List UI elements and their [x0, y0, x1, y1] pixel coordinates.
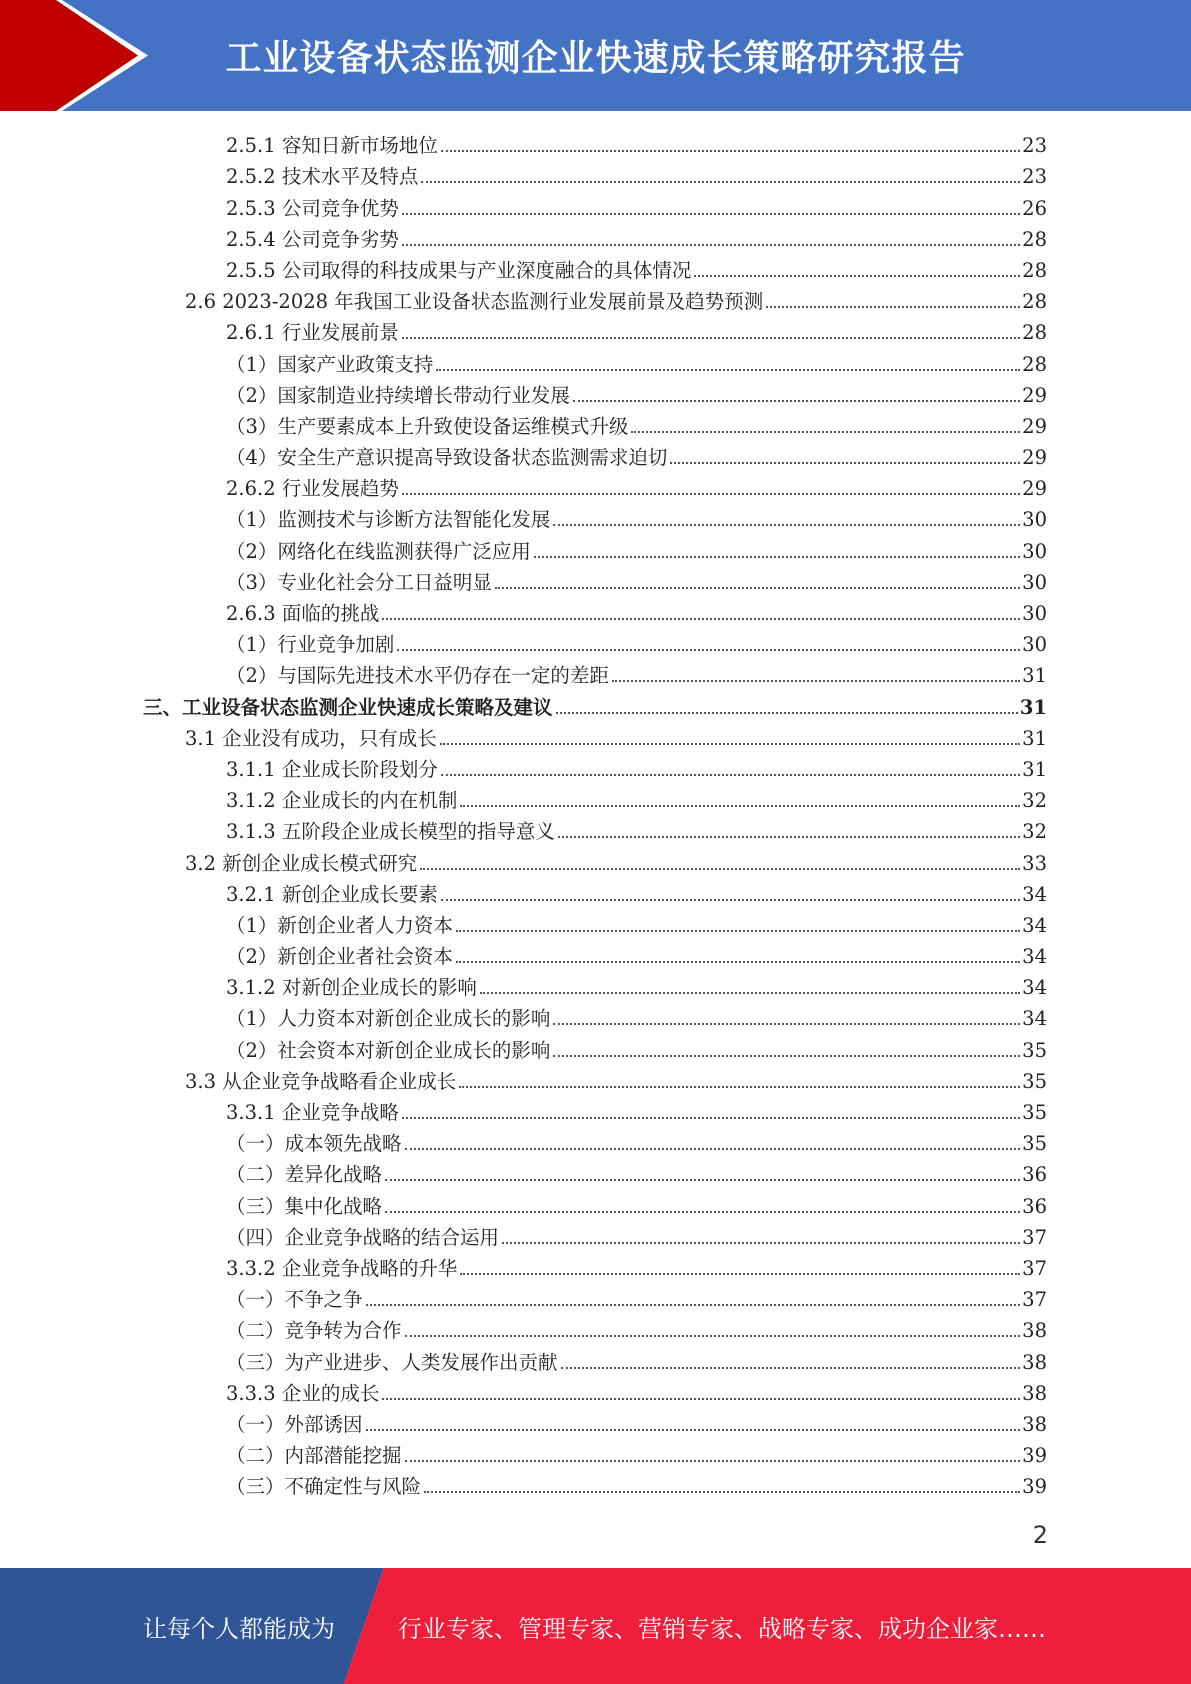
page-number: 2	[1032, 1521, 1048, 1549]
toc-entry[interactable]	[0, 1031, 1191, 1062]
toc-entry[interactable]	[0, 1219, 1191, 1250]
toc-entry-page: 36	[1022, 1194, 1047, 1218]
toc-entry[interactable]	[0, 1343, 1191, 1374]
toc-entry-title: 2.5.4 公司竞争劣势	[226, 227, 399, 251]
toc-entry-page: 35	[1022, 1101, 1047, 1124]
toc-entry-page: 35	[1022, 1132, 1047, 1156]
toc-dot-leader	[495, 587, 1020, 589]
toc-entry[interactable]	[0, 657, 1191, 688]
toc-entry-page: 38	[1022, 1412, 1047, 1436]
page-header	[0, 0, 1191, 111]
toc-entry-title: （1）行业竞争加剧	[226, 633, 395, 657]
toc-entry-page: 30	[1022, 633, 1047, 657]
toc-entry-page: 28	[1022, 290, 1047, 314]
toc-entry[interactable]	[0, 564, 1191, 595]
toc-dot-leader	[366, 1304, 1021, 1306]
toc-entry-title: （一）外部诱因	[226, 1412, 363, 1436]
toc-dot-leader	[456, 930, 1020, 932]
toc-entry-title: 3.2.1 新创企业成长要素	[226, 882, 438, 906]
toc-entry-title: （1）人力资本对新创企业成长的影响	[226, 1007, 551, 1031]
toc-entry-title: （1）新创企业者人力资本	[226, 913, 453, 937]
toc-dot-leader	[420, 868, 1020, 870]
toc-entry-title: 2.5.3 公司竞争优势	[226, 196, 399, 220]
toc-entry[interactable]	[0, 876, 1191, 907]
toc-entry-title: （3）专业化社会分工日益明显	[226, 570, 492, 594]
toc-entry[interactable]	[0, 720, 1191, 751]
toc-entry-title: （三）为产业进步、人类发展作出贡献	[226, 1350, 558, 1374]
toc-entry[interactable]	[0, 844, 1191, 875]
toc-dot-leader	[405, 1148, 1021, 1150]
toc-entry[interactable]	[0, 1094, 1191, 1125]
toc-entry-page: 29	[1022, 414, 1047, 438]
toc-entry[interactable]	[0, 1406, 1191, 1437]
toc-entry-page: 36	[1022, 1163, 1047, 1187]
toc-entry[interactable]	[0, 688, 1191, 719]
toc-dot-leader	[402, 213, 1020, 215]
toc-entry-page: 37	[1022, 1288, 1047, 1312]
toc-entry-page: 23	[1022, 134, 1047, 158]
toc-entry[interactable]	[0, 345, 1191, 376]
toc-dot-leader	[441, 899, 1020, 901]
toc-dot-leader	[573, 400, 1020, 402]
toc-entry[interactable]	[0, 1250, 1191, 1281]
toc-entry-page: 30	[1022, 539, 1047, 563]
toc-entry-page: 34	[1022, 976, 1047, 1000]
toc-entry-title: 3.1.2 对新创企业成长的影响	[226, 976, 477, 1000]
toc-dot-leader	[553, 1023, 1020, 1025]
toc-entry-page: 29	[1022, 446, 1047, 470]
toc-dot-leader	[534, 556, 1020, 558]
toc-entry[interactable]	[0, 252, 1191, 283]
toc-dot-leader	[553, 1055, 1020, 1057]
toc-entry[interactable]	[0, 595, 1191, 626]
toc-dot-leader	[480, 992, 1020, 994]
toc-dot-leader	[385, 1179, 1020, 1181]
toc-entry[interactable]	[0, 938, 1191, 969]
toc-entry-page: 32	[1022, 789, 1047, 813]
toc-entry-title: （一）成本领先战略	[226, 1132, 402, 1156]
toc-dot-leader	[405, 1335, 1021, 1337]
toc-dot-leader	[421, 181, 1020, 183]
toc-entry[interactable]	[0, 189, 1191, 220]
toc-entry-title: （3）生产要素成本上升致使设备运维模式升级	[226, 414, 629, 438]
toc-entry-title: 3.1 企业没有成功，只有成长	[185, 726, 437, 750]
toc-entry-title: （2）网络化在线监测获得广泛应用	[226, 539, 531, 563]
toc-entry-page: 31	[1022, 757, 1047, 781]
toc-dot-leader	[402, 493, 1020, 495]
toc-entry-title: （2）与国际先进技术水平仍存在一定的差距	[226, 664, 609, 688]
toc-entry-title: 3.3 从企业竞争战略看企业成长	[185, 1069, 457, 1093]
toc-entry-title: 3.1.3 五阶段企业成长模型的指导意义	[226, 820, 555, 844]
toc-dot-leader	[460, 805, 1020, 807]
toc-entry-page: 28	[1022, 258, 1047, 282]
toc-entry-title: （二）差异化战略	[226, 1163, 383, 1187]
toc-entry-page: 39	[1022, 1444, 1047, 1468]
toc-dot-leader	[385, 1211, 1020, 1213]
toc-entry-page: 35	[1022, 1038, 1047, 1062]
toc-entry-title: 2.5.5 公司取得的科技成果与产业深度融合的具体情况	[226, 258, 692, 282]
toc-dot-leader	[397, 649, 1020, 651]
toc-entry-title: 3.1.1 企业成长阶段划分	[226, 757, 438, 781]
toc-entry[interactable]	[0, 907, 1191, 938]
toc-entry-page: 33	[1022, 851, 1047, 875]
toc-entry-title: 3.1.2 企业成长的内在机制	[226, 789, 458, 813]
toc-entry[interactable]	[0, 221, 1191, 252]
toc-entry-title: （二）竞争转为合作	[226, 1319, 402, 1343]
toc-entry-title: 3.3.3 企业的成长	[226, 1381, 380, 1405]
toc-entry[interactable]	[0, 751, 1191, 782]
toc-entry-title: 三、工业设备状态监测企业快速成长策略及建议	[143, 695, 553, 719]
toc-entry-title: 3.2 新创企业成长模式研究	[185, 851, 418, 875]
toc-dot-leader	[502, 1242, 1020, 1244]
toc-entry[interactable]	[0, 501, 1191, 532]
toc-entry-page: 29	[1022, 383, 1047, 407]
toc-entry-title: （2）国家制造业持续增长带动行业发展	[226, 383, 570, 407]
toc-dot-leader	[556, 712, 1018, 714]
toc-entry-title: 2.6 2023-2028 年我国工业设备状态监测行业发展前景及趋势预测	[185, 290, 764, 314]
toc-entry-page: 30	[1022, 508, 1047, 532]
toc-entry-page: 31	[1022, 726, 1047, 750]
toc-entry[interactable]	[0, 1000, 1191, 1031]
toc-entry[interactable]	[0, 782, 1191, 813]
toc-entry-title: 2.6.3 面临的挑战	[226, 602, 380, 625]
toc-entry-page: 38	[1022, 1381, 1047, 1405]
toc-entry[interactable]	[0, 158, 1191, 189]
toc-entry-title: （1）国家产业政策支持	[226, 352, 434, 376]
toc-dot-leader	[441, 150, 1020, 152]
toc-entry[interactable]	[0, 1125, 1191, 1156]
toc-entry[interactable]	[0, 532, 1191, 563]
toc-dot-leader	[402, 1117, 1020, 1119]
toc-entry-page: 34	[1022, 1007, 1047, 1031]
toc-entry-title: （二）内部潜能挖掘	[226, 1444, 402, 1468]
footer-slogan-right: 行业专家、管理专家、营销专家、战略专家、成功企业家……	[398, 1614, 1046, 1643]
toc-entry-page: 34	[1022, 913, 1047, 937]
toc-dot-leader	[561, 1367, 1021, 1369]
toc-entry-title: 2.6.2 行业发展趋势	[226, 477, 399, 501]
toc-entry[interactable]	[0, 408, 1191, 439]
toc-entry-title: （2）社会资本对新创企业成长的影响	[226, 1038, 551, 1062]
toc-entry-page: 35	[1022, 1069, 1047, 1093]
toc-dot-leader	[631, 431, 1020, 433]
toc-entry[interactable]	[0, 1281, 1191, 1312]
toc-entry[interactable]	[0, 813, 1191, 844]
toc-entry[interactable]	[0, 283, 1191, 314]
toc-dot-leader	[670, 462, 1020, 464]
document-title: 工业设备状态监测企业快速成长策略研究报告	[225, 38, 966, 79]
toc-entry-page: 29	[1022, 477, 1047, 501]
toc-entry[interactable]	[0, 127, 1191, 158]
toc-entry[interactable]	[0, 439, 1191, 470]
toc-entry-page: 28	[1022, 321, 1047, 345]
toc-entry[interactable]	[0, 1187, 1191, 1218]
toc-entry-title: （三）集中化战略	[226, 1194, 383, 1218]
toc-dot-leader	[694, 275, 1020, 277]
toc-entry-page: 31	[1022, 664, 1047, 688]
toc-entry[interactable]	[0, 1156, 1191, 1187]
table-of-contents	[0, 127, 1191, 1499]
toc-entry[interactable]	[0, 1063, 1191, 1094]
toc-dot-leader	[459, 1086, 1020, 1088]
toc-dot-leader	[382, 1398, 1020, 1400]
toc-entry-title: （一）不争之争	[226, 1288, 363, 1312]
toc-entry-title: （2）新创企业者社会资本	[226, 945, 453, 969]
toc-entry-page: 30	[1022, 570, 1047, 594]
toc-entry-page: 39	[1022, 1475, 1047, 1499]
toc-entry-page: 34	[1022, 882, 1047, 906]
toc-entry-page: 38	[1022, 1350, 1047, 1374]
toc-entry-title: 2.5.2 技术水平及特点	[226, 165, 419, 189]
toc-entry[interactable]	[0, 1437, 1191, 1468]
toc-dot-leader	[440, 743, 1020, 745]
toc-entry-page: 37	[1022, 1256, 1047, 1280]
toc-entry[interactable]	[0, 314, 1191, 345]
toc-entry[interactable]	[0, 377, 1191, 408]
toc-entry[interactable]	[0, 470, 1191, 501]
toc-dot-leader	[424, 1491, 1020, 1493]
toc-dot-leader	[460, 1273, 1020, 1275]
toc-entry[interactable]	[0, 1312, 1191, 1343]
toc-entry-title: （4）安全生产意识提高导致设备状态监测需求迫切	[226, 446, 668, 470]
toc-entry[interactable]	[0, 969, 1191, 1000]
toc-entry-title: （四）企业竞争战略的结合运用	[226, 1225, 500, 1249]
footer-slogan-left: 让每个人都能成为	[143, 1614, 335, 1643]
toc-entry-title: 2.6.1 行业发展前景	[226, 321, 399, 345]
toc-entry-page: 38	[1022, 1319, 1047, 1343]
toc-entry[interactable]	[0, 1468, 1191, 1499]
toc-entry-page: 34	[1022, 945, 1047, 969]
toc-entry-page: 26	[1022, 196, 1047, 220]
toc-entry-page: 31	[1019, 695, 1047, 719]
toc-dot-leader	[612, 680, 1020, 682]
toc-entry-title: 3.3.1 企业竞争战略	[226, 1101, 399, 1124]
toc-dot-leader	[436, 369, 1020, 371]
toc-dot-leader	[558, 836, 1020, 838]
toc-entry-title: 3.3.2 企业竞争战略的升华	[226, 1256, 458, 1280]
toc-entry-page: 28	[1022, 352, 1047, 376]
header-arrow-decoration	[0, 0, 160, 111]
toc-entry[interactable]	[0, 1375, 1191, 1406]
toc-entry-page: 30	[1022, 602, 1047, 625]
page-footer	[0, 1568, 1191, 1684]
toc-dot-leader	[382, 618, 1020, 620]
toc-dot-leader	[441, 774, 1020, 776]
toc-entry-page: 23	[1022, 165, 1047, 189]
toc-dot-leader	[366, 1429, 1021, 1431]
toc-entry-title: （1）监测技术与诊断方法智能化发展	[226, 508, 551, 532]
toc-dot-leader	[766, 306, 1020, 308]
toc-entry-title: （三）不确定性与风险	[226, 1475, 422, 1499]
toc-entry[interactable]	[0, 626, 1191, 657]
toc-dot-leader	[402, 244, 1020, 246]
toc-dot-leader	[456, 961, 1020, 963]
toc-dot-leader	[553, 524, 1020, 526]
toc-entry-page: 32	[1022, 820, 1047, 844]
toc-entry-title: 2.5.1 容知日新市场地位	[226, 134, 438, 158]
toc-entry-page: 37	[1022, 1225, 1047, 1249]
toc-entry-page: 28	[1022, 227, 1047, 251]
toc-dot-leader	[405, 1460, 1021, 1462]
toc-dot-leader	[402, 337, 1020, 339]
